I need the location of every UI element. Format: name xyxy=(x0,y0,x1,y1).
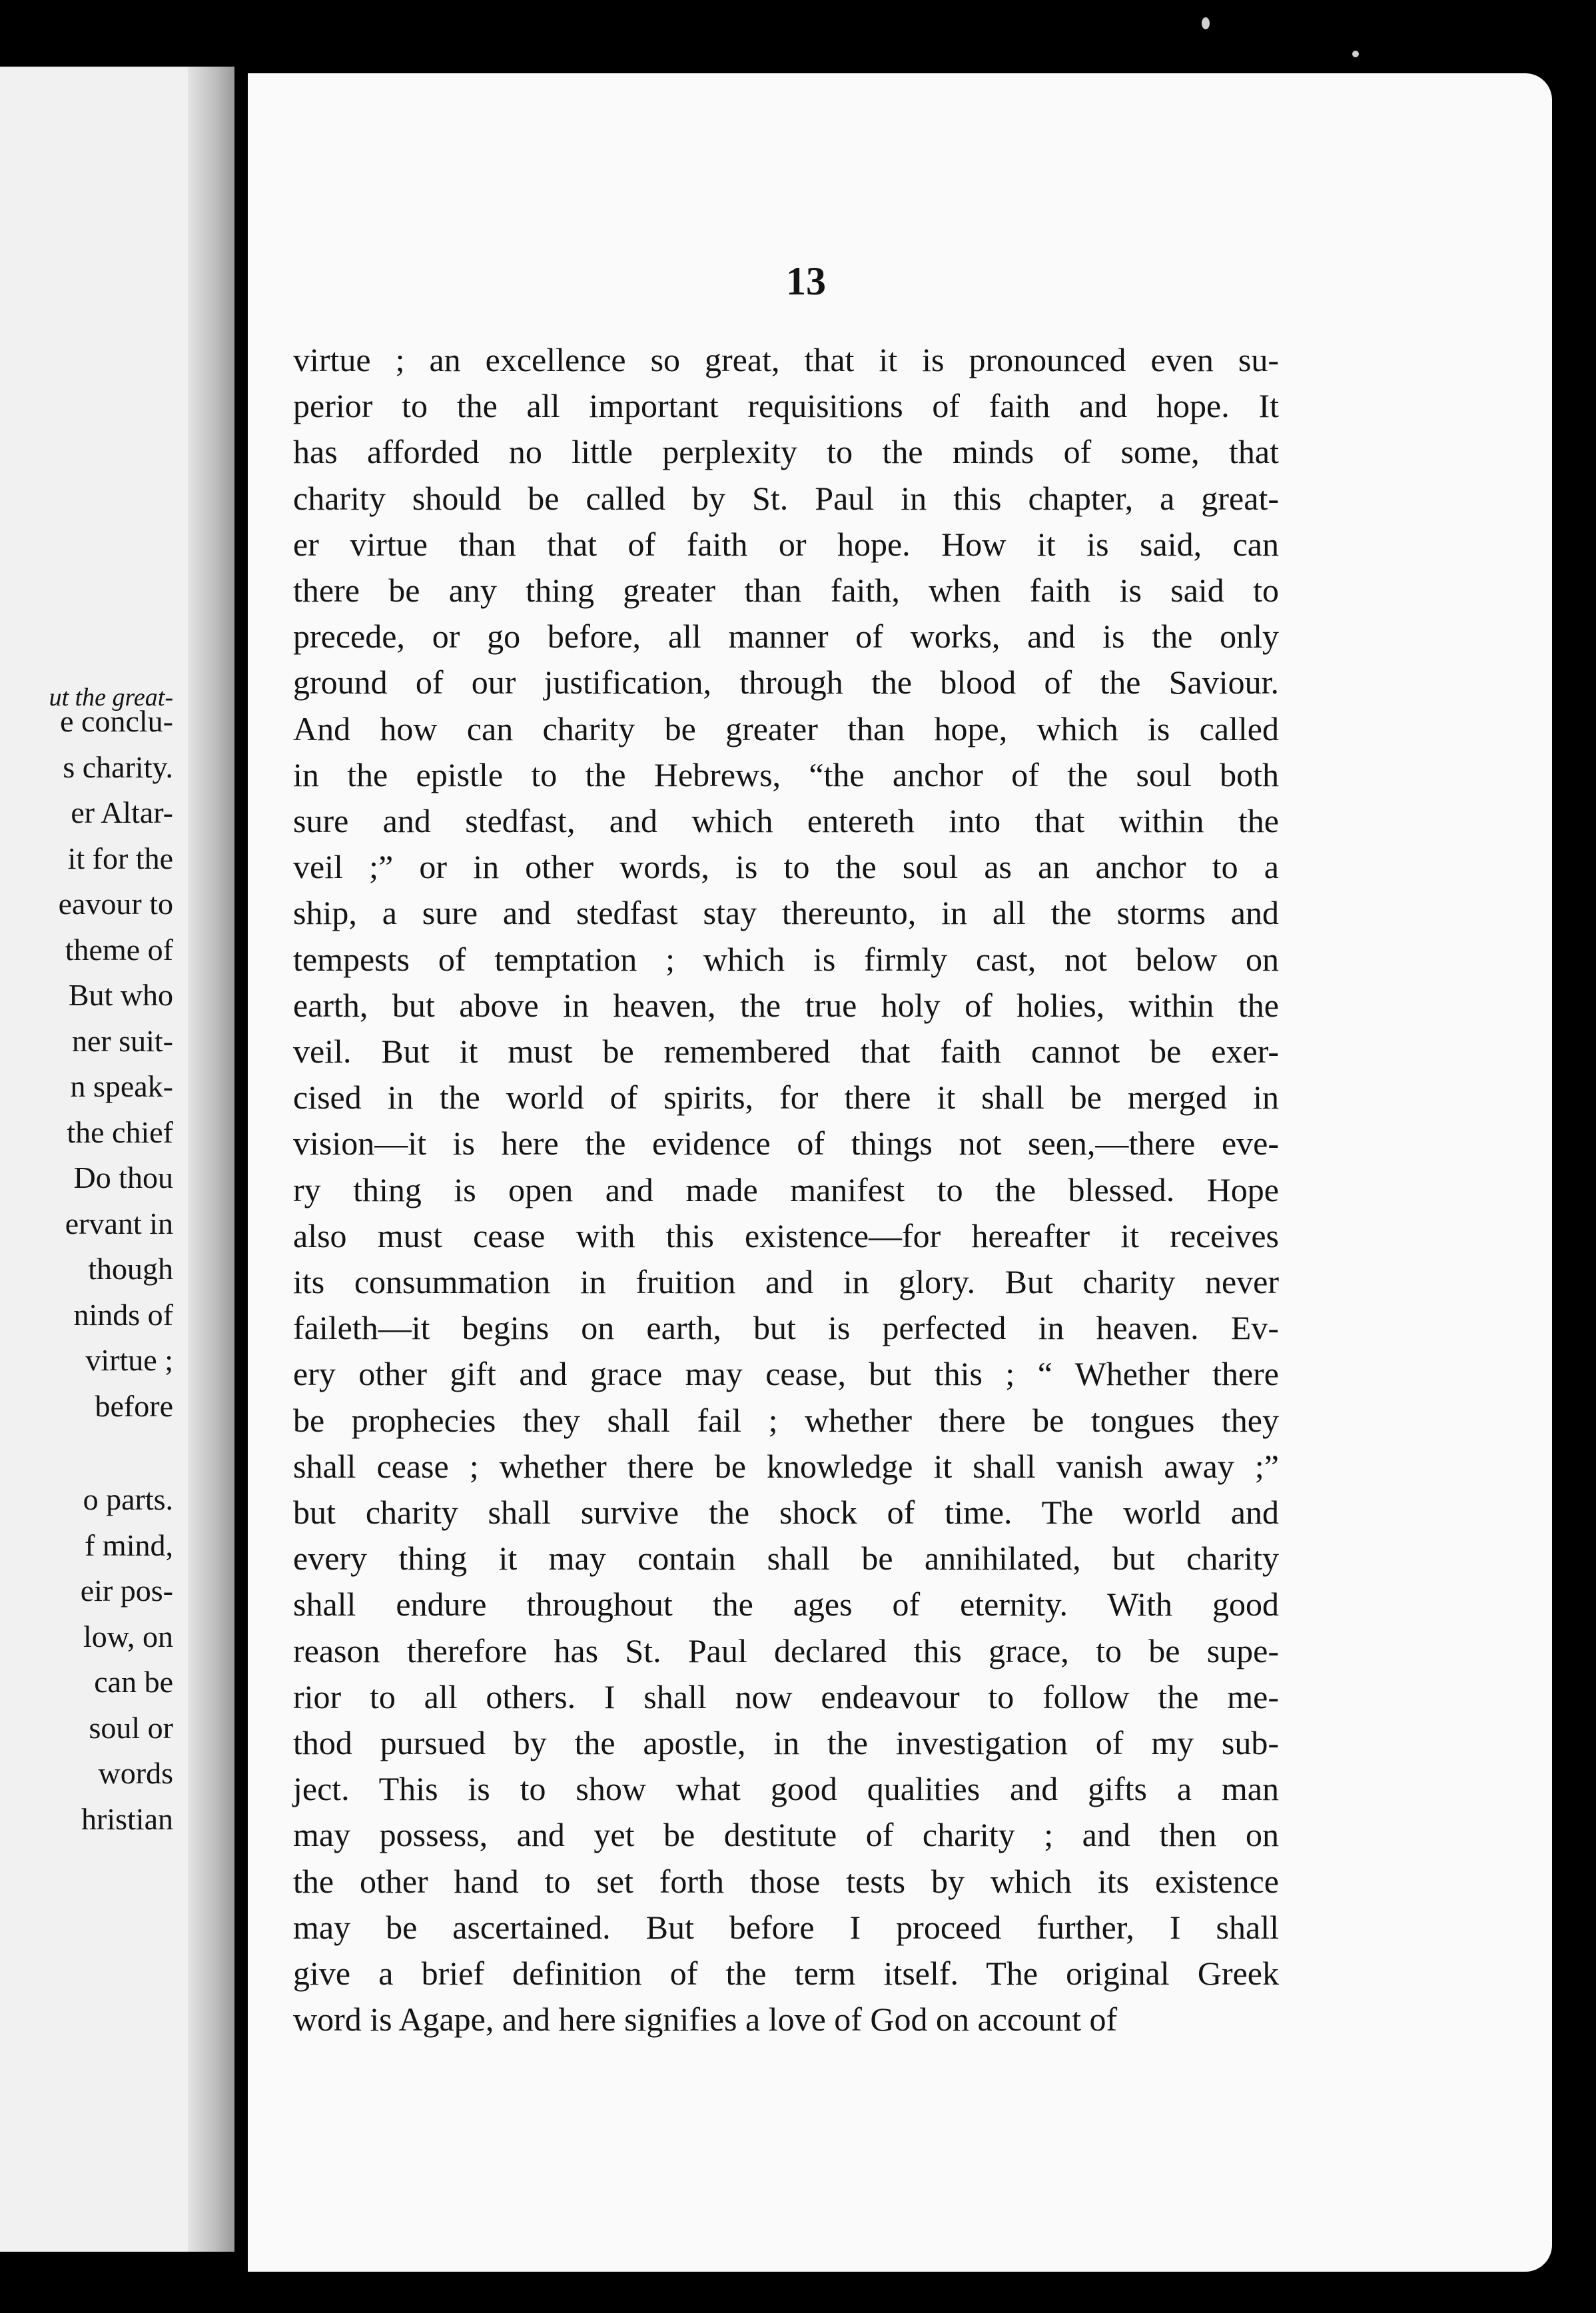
page-number: 13 xyxy=(786,259,826,303)
left-page-line: o parts. xyxy=(83,1482,173,1516)
text-line: shall endure throughout the ages of eternity. With good xyxy=(293,1586,1279,1623)
left-facing-page xyxy=(0,67,234,2252)
text-line: ry thing is open and made manifest to the blessed. Hope xyxy=(293,1171,1279,1208)
text-line: but charity shall survive the shock of time. The world and xyxy=(293,1494,1279,1531)
text-line: ery other gift and grace may cease, but this ; “ Whether there xyxy=(293,1355,1279,1392)
text-line: rior to all others. I shall now endeavour to follow the me- xyxy=(293,1678,1279,1715)
left-page-line: But who xyxy=(68,978,173,1012)
dust-speck xyxy=(1202,17,1210,29)
text-line: perior to the all important requisitions of faith and hope. It xyxy=(293,387,1279,424)
left-page-line: the chief xyxy=(67,1115,173,1149)
text-line: the other hand to set forth those tests by which its existence xyxy=(293,1863,1279,1900)
text-line: may possess, and yet be destitute of charity ; and then on xyxy=(293,1816,1279,1853)
text-line: virtue ; an excellence so great, that it is pronounced even su- xyxy=(293,341,1279,378)
text-line: veil. But it must be remembered that faith cannot be exer- xyxy=(293,1033,1279,1070)
text-line: has afforded no little perplexity to the minds of some, that xyxy=(293,433,1279,470)
left-page-line: hristian xyxy=(81,1802,173,1836)
text-line: reason therefore has St. Paul declared this grace, to be supe- xyxy=(293,1632,1279,1669)
left-page-line: though xyxy=(88,1252,173,1286)
left-page-line: eavour to xyxy=(58,887,173,921)
left-page-line: low, on xyxy=(83,1619,173,1653)
text-line: also must cease with this existence—for hereafter it receives xyxy=(293,1217,1279,1254)
text-line: may be ascertained. But before I proceed further, I shall xyxy=(293,1909,1279,1946)
left-page-line: soul or xyxy=(89,1711,173,1745)
left-page-line: can be xyxy=(94,1665,173,1699)
left-page-line: n speak- xyxy=(70,1069,173,1103)
text-line: word is Agape, and here signifies a love of God on account of xyxy=(293,2001,1118,2038)
text-line: there be any thing greater than faith, when faith is said to xyxy=(293,572,1279,609)
left-page-line: e conclu- xyxy=(60,704,173,738)
left-margin-note: ut the great- xyxy=(49,684,173,711)
left-page-line: ninds of xyxy=(73,1298,173,1332)
left-page-line: ner suit- xyxy=(71,1024,173,1058)
left-page-line: virtue ; xyxy=(85,1343,173,1377)
left-page-line: words xyxy=(98,1756,173,1790)
text-line: be prophecies they shall fail ; whether there be tongues they xyxy=(293,1402,1279,1439)
text-line: vision—it is here the evidence of things not seen,—there eve- xyxy=(293,1125,1279,1162)
left-page-line: ervant in xyxy=(65,1206,173,1240)
text-line: cised in the world of spirits, for there it shall be merged in xyxy=(293,1079,1279,1116)
text-line: every thing it may contain shall be annihilated, but charity xyxy=(293,1540,1279,1577)
text-line: veil ;” or in other words, is to the soul as an anchor to a xyxy=(293,848,1279,885)
left-page-line: before xyxy=(95,1389,173,1423)
text-line: ground of our justification, through the blood of the Saviour. xyxy=(293,664,1279,701)
text-line: ship, a sure and stedfast stay thereunto, in all the storms and xyxy=(293,894,1279,931)
text-line: charity should be called by St. Paul in this chapter, a great- xyxy=(293,480,1279,517)
text-line: And how can charity be greater than hope, which is called xyxy=(293,710,1279,747)
text-line: tempests of temptation ; which is firmly cast, not below on xyxy=(293,941,1279,978)
left-page-line: er Altar- xyxy=(71,795,173,829)
text-line: faileth—it begins on earth, but is perfected in heaven. Ev- xyxy=(293,1309,1279,1346)
text-line: ject. This is to show what good qualities and gifts a man xyxy=(293,1770,1279,1807)
text-line: thod pursued by the apostle, in the investigation of my sub- xyxy=(293,1724,1279,1761)
text-line: precede, or go before, all manner of works, and is the only xyxy=(293,618,1279,655)
text-line: shall cease ; whether there be knowledge it shall vanish away ;” xyxy=(293,1448,1279,1485)
left-page-line: s charity. xyxy=(63,750,173,784)
text-line: sure and stedfast, and which entereth into that within the xyxy=(293,802,1279,839)
text-line: give a brief definition of the term itself. The original Greek xyxy=(293,1955,1279,1992)
left-page-line: f mind, xyxy=(85,1528,173,1562)
left-page-line: Do thou xyxy=(73,1160,173,1194)
left-page-line: it for the xyxy=(67,841,173,875)
left-page-line: theme of xyxy=(65,933,173,967)
dust-speck xyxy=(1352,51,1359,57)
book-spine-shadow xyxy=(188,67,234,2252)
text-line: er virtue than that of faith or hope. How it is said, can xyxy=(293,526,1279,563)
text-line: earth, but above in heaven, the true holy of holies, within the xyxy=(293,987,1279,1024)
text-line: its consummation in fruition and in glory. But charity never xyxy=(293,1263,1279,1300)
text-line: in the epistle to the Hebrews, “the anchor of the soul both xyxy=(293,756,1279,793)
left-page-line: eir pos- xyxy=(80,1574,173,1608)
